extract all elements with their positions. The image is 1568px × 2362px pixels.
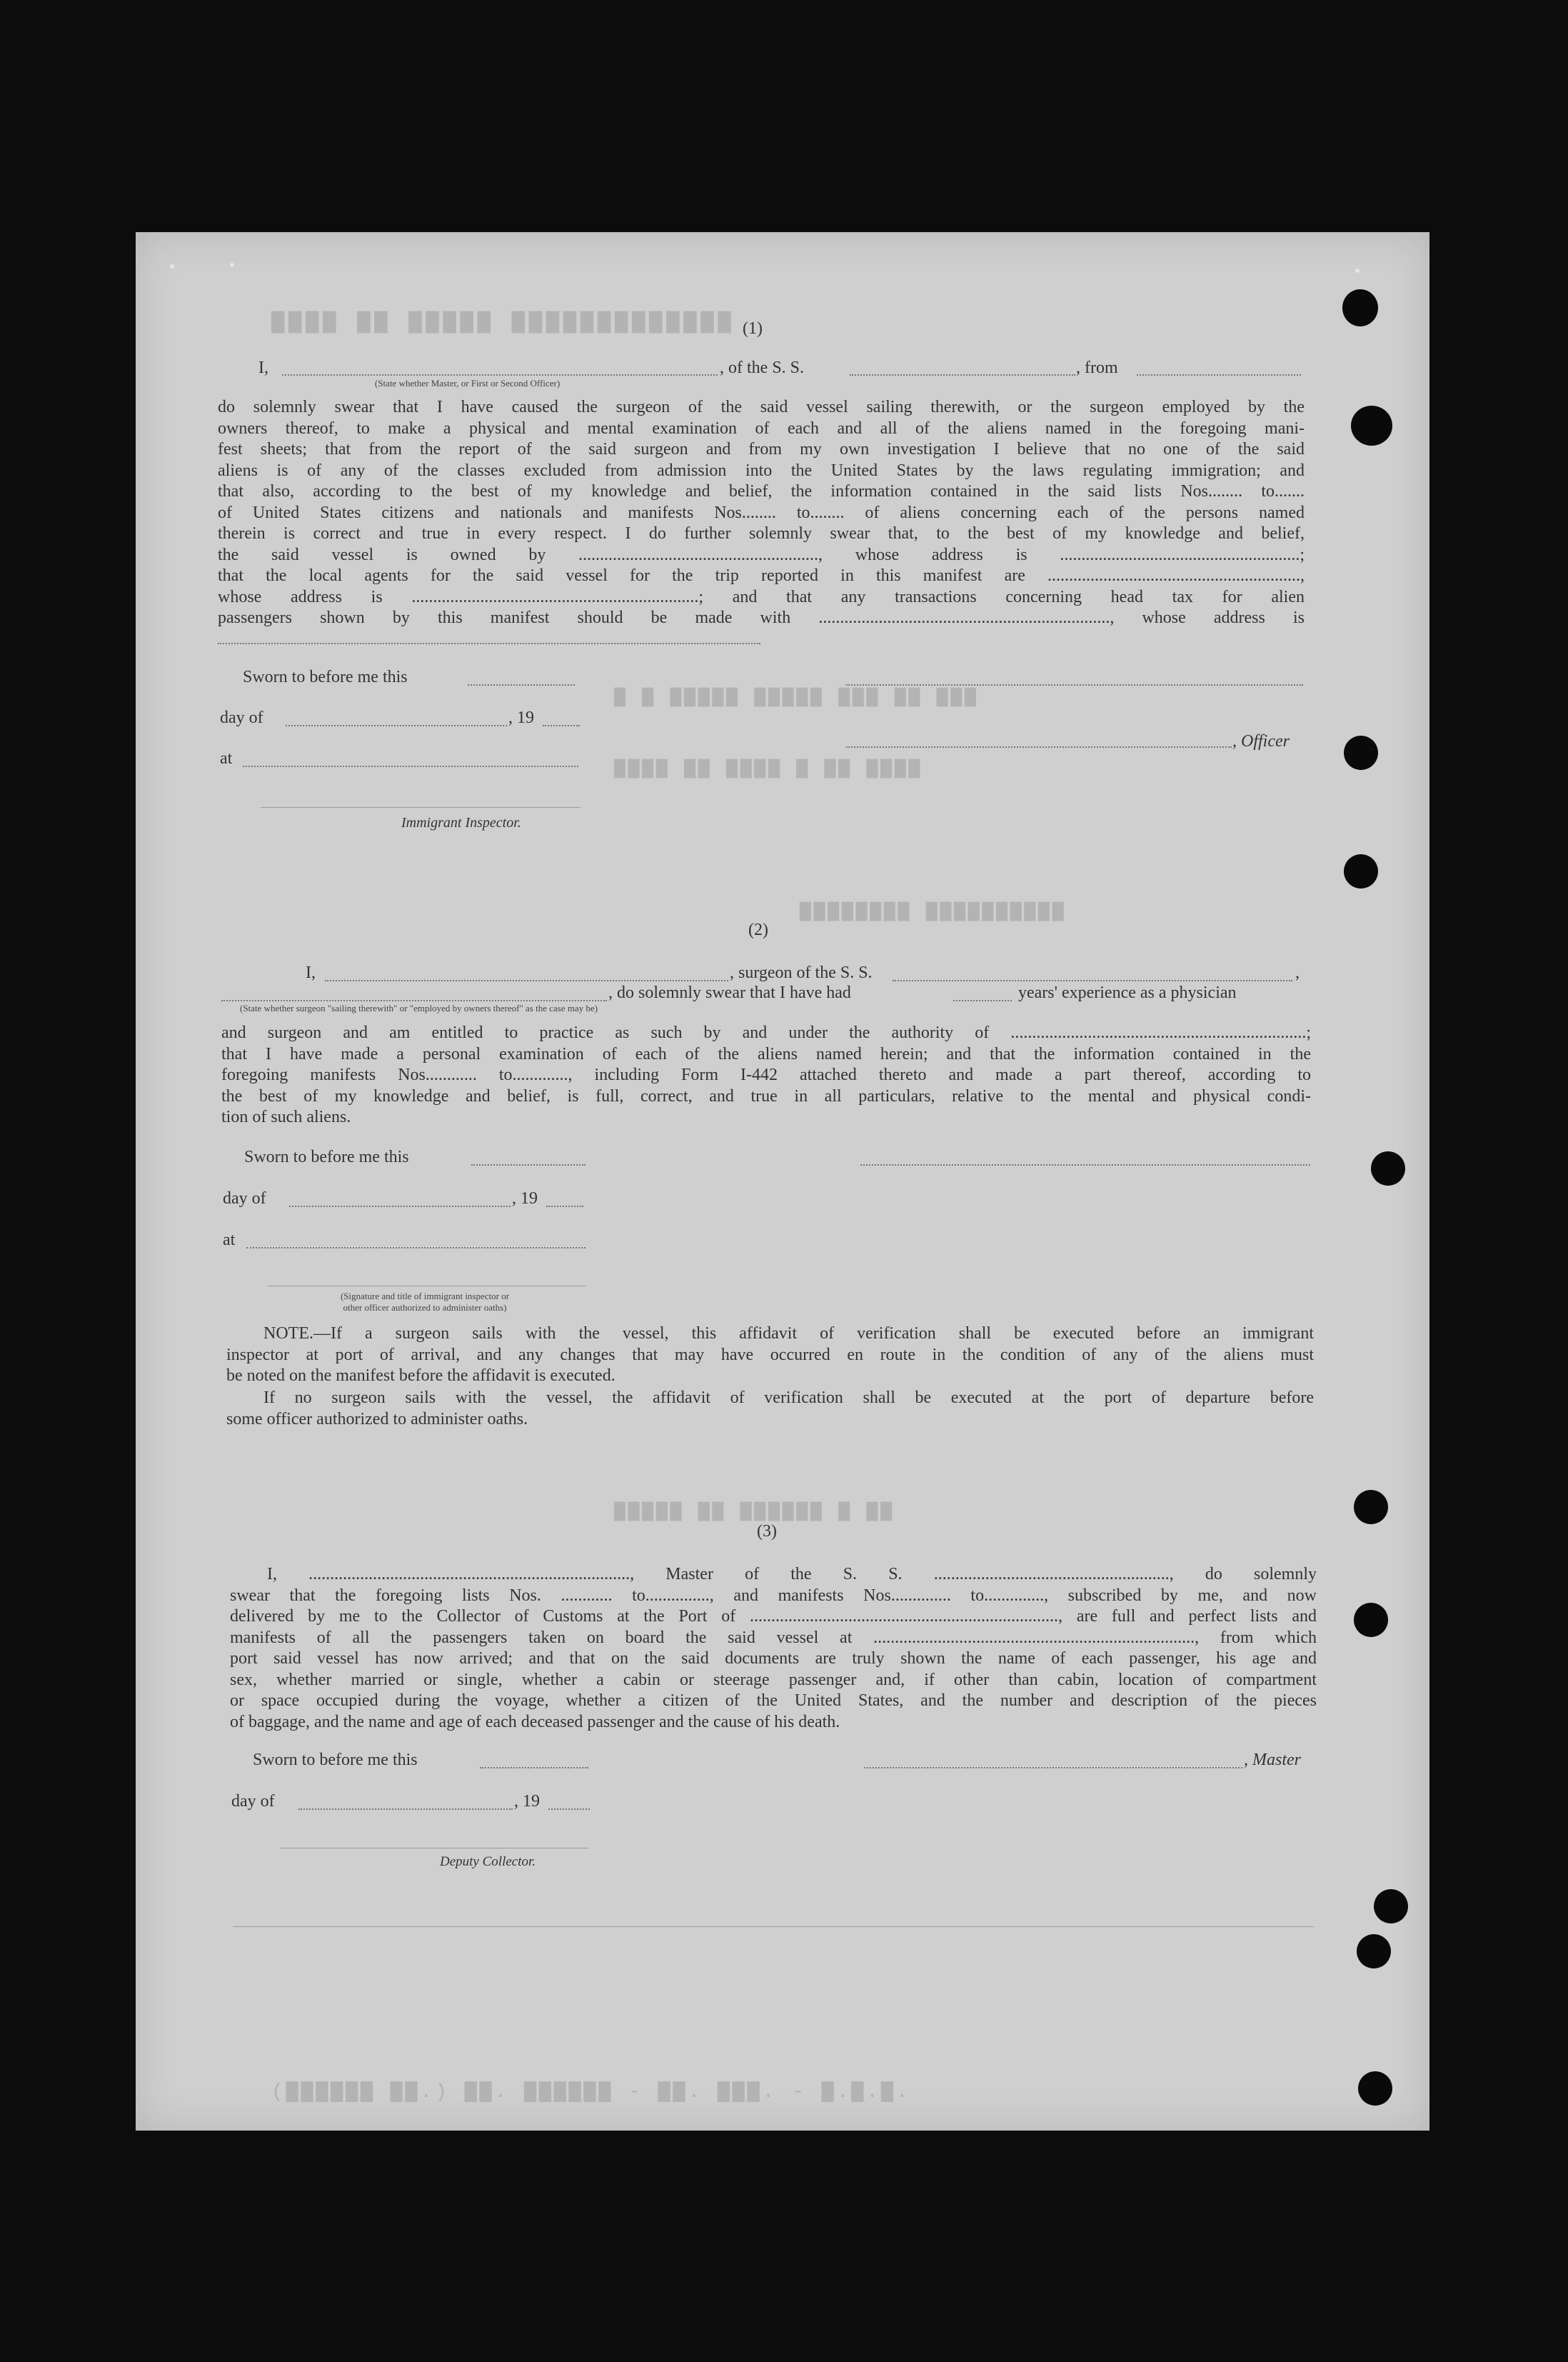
surgeon-oath-line: and surgeon and am entitled to practice as such by and under the authority of .....................................................................;	[221, 1024, 1311, 1042]
year-line-1	[543, 725, 580, 726]
binder-hole	[1342, 289, 1378, 326]
surgeon-oath-line: the best of my knowledge and belief, is full, correct, and true in all particulars, relative to the mental and physical condi-	[221, 1086, 1311, 1106]
note-line: NOTE.—If a surgeon sails with the vessel, this affidavit of verification shall be executed before an immigrant	[263, 1324, 1314, 1343]
oath-line: the said vessel is owned by ........................................................, whose address is ........................................................;	[218, 545, 1305, 564]
bleed-through-text: ▇▇▇▇▇▇▇▇ ▇▇▇▇▇▇▇▇▇▇	[800, 901, 1067, 922]
sworn-label-3: Sworn to before me this	[253, 1751, 418, 1769]
section-1-number: (1)	[743, 319, 763, 338]
year-label-1: , 19	[508, 709, 534, 727]
bleed-through-text: ▇▇▇▇▇ ▇▇ ▇▇▇▇▇▇ ▇ ▇▇	[614, 1501, 895, 1522]
surgeon-state-note: (State whether surgeon "sailing therewith" or "employed by owners thereof" as the case may be)	[240, 1003, 598, 1014]
section-3-number: (3)	[757, 1522, 777, 1541]
note-line: inspector at port of arrival, and any changes that may have occurred en route in the condition of any of the aliens must	[226, 1345, 1314, 1364]
binder-hole	[1357, 1934, 1391, 1968]
master-oath-line: swear that the foregoing lists Nos. ............ to..............., and manifests Nos.............. to.............., subscribed by me, and now	[230, 1586, 1317, 1605]
section-2-number: (2)	[748, 921, 768, 939]
day-of-label-2: day of	[223, 1189, 266, 1208]
binder-hole	[1344, 854, 1378, 889]
master-signature-line	[864, 1767, 1242, 1768]
scan-speck	[230, 263, 234, 267]
bleed-through-text: ▇▇▇▇ ▇▇ ▇▇▇▇ ▇ ▇▇ ▇▇▇▇	[614, 758, 923, 779]
of-ss-label: , of the S. S.	[720, 359, 805, 377]
month-line-2	[289, 1206, 511, 1207]
day-of-label-1: day of	[220, 709, 263, 727]
note-line: be noted on the manifest before the affidavit is executed.	[226, 1366, 615, 1385]
oath-line: owners thereof, to make a physical and mental examination of each and all of the aliens named in the foregoing mani-	[218, 419, 1305, 438]
section-3-oath-paragraph	[230, 1564, 1317, 1733]
sworn-day-line-3	[480, 1767, 588, 1768]
oath-line: aliens is of any of the classes excluded from admission into the United States by the laws regulating immigration; and	[218, 461, 1305, 480]
note-paragraph	[226, 1323, 1314, 1387]
years-label: years' experience as a physician	[1018, 984, 1237, 1002]
day-of-label-3: day of	[231, 1792, 275, 1811]
at-label-1: at	[220, 749, 233, 768]
master-oath-line: sex, whether married or single, whether a cabin or steerage passenger and, if other than cabin, location of compartment	[230, 1670, 1317, 1689]
year-label-2: , 19	[512, 1189, 538, 1208]
bleed-through-text: ▇ ▇ ▇▇▇▇▇ ▇▇▇▇▇ ▇▇▇ ▇▇ ▇▇▇	[614, 686, 979, 708]
officer-label: , Officer	[1232, 732, 1290, 751]
binder-hole	[1354, 1490, 1388, 1524]
years-line	[953, 1000, 1012, 1001]
oath-line: passengers shown by this manifest should be made with ...................................................................., whose address is	[218, 609, 1305, 627]
binder-hole	[1354, 1603, 1388, 1637]
surgeon-oath-line: that I have made a personal examination of each of the aliens named herein; and that the information contained in the	[221, 1044, 1311, 1064]
note-line: If no surgeon sails with the vessel, the affidavit of verification shall be executed at the port of departure before	[263, 1388, 1314, 1407]
sworn-label-2: Sworn to before me this	[244, 1148, 409, 1166]
binder-hole	[1374, 1889, 1408, 1923]
bleed-through-text: (▇▇▇▇▇▇ ▇▇.) ▇▇. ▇▇▇▇▇▇ - ▇▇. ▇▇▇. - ▇.▇.▇.	[271, 2081, 911, 2103]
section-1-oath-paragraph	[218, 397, 1305, 629]
from-port-line	[1137, 374, 1301, 376]
officer-name-line	[282, 374, 718, 376]
surgeon-ship-line	[893, 980, 1292, 981]
bleed-through-text: ▇▇▇▇ ▇▇ ▇▇▇▇▇ ▇▇▇▇▇▇▇▇▇▇▇▇▇	[271, 311, 735, 335]
deputy-caption: Deputy Collector.	[440, 1854, 536, 1869]
state-whether-note: (State whether Master, or First or Second Officer)	[375, 378, 561, 389]
note-paragraph-2	[226, 1388, 1314, 1430]
surgeon-oath-line: foregoing manifests Nos............ to............., including Form I-442 attached thereto and made a part thereof, according to	[221, 1066, 1311, 1084]
master-oath-line: delivered by me to the Collector of Customs at the Port of ........................................................................, are full and perfect lists and	[230, 1607, 1317, 1626]
surgeon-oath-line: tion of such aliens.	[221, 1108, 351, 1126]
address-continuation-line	[218, 643, 760, 644]
signature-note-1: (Signature and title of immigrant inspector or	[340, 1291, 510, 1301]
section-1-i: I,	[258, 359, 268, 377]
surgeon-signature-line	[860, 1164, 1310, 1166]
place-line-1	[243, 766, 578, 767]
binder-hole	[1344, 736, 1378, 770]
year-line-3	[548, 1808, 590, 1810]
officer-signature-line	[846, 746, 1232, 748]
signature-note-2: other officer authorized to administer oaths)	[343, 1302, 507, 1313]
from-label: , from	[1076, 359, 1118, 377]
surgeon-name-line	[325, 980, 728, 981]
oath-line: therein is correct and true in every respect. I do further solemnly swear that, to the best of my knowledge and belief,	[218, 524, 1305, 543]
master-label: , Master	[1244, 1751, 1301, 1769]
oath-line: fest sheets; that from the report of the said surgeon and from my own investigation I believe that no one of the said	[218, 440, 1305, 459]
place-line-2	[246, 1247, 586, 1248]
inspector-caption: Immigrant Inspector.	[401, 815, 521, 831]
master-oath-line: of baggage, and the name and age of each deceased passenger and the cause of his death.	[230, 1712, 840, 1731]
swear-label: , do solemnly swear that I have had	[608, 984, 851, 1002]
year-line-2	[546, 1206, 583, 1207]
binder-hole	[1351, 406, 1392, 446]
section-2-i: I,	[306, 964, 316, 982]
year-label-3: , 19	[514, 1792, 540, 1811]
oath-line: that the local agents for the said vessel for the trip reported in this manifest are ...........................................................,	[218, 566, 1305, 585]
inspector-signature-line	[261, 807, 581, 808]
master-oath-line: port said vessel has now arrived; and that on the said documents are truly shown the name of each passenger, his age and	[230, 1649, 1317, 1668]
master-oath-line: I, ..........................................................................., Master of the S. S. ......................................................., do solemnly	[267, 1565, 1317, 1583]
sworn-day-line-2	[471, 1164, 586, 1166]
scan-speck	[1355, 269, 1360, 273]
month-line-3	[298, 1808, 513, 1810]
sworn-day-line-1	[468, 684, 575, 686]
month-line-1	[286, 725, 507, 726]
binder-hole	[1371, 1151, 1405, 1186]
ship-name-line	[850, 374, 1075, 376]
comma-2: ,	[1295, 964, 1300, 982]
signature-top-line	[846, 684, 1303, 686]
sworn-label-1: Sworn to before me this	[243, 668, 408, 686]
oath-line: do solemnly swear that I have caused the surgeon of the said vessel sailing therewith, or the surgeon employed by the	[218, 398, 1305, 416]
note-line: some officer authorized to administer oaths.	[226, 1409, 528, 1428]
oath-line: whose address is ...................................................................; and that any transactions concerning head tax for alien	[218, 587, 1305, 606]
master-oath-line: manifests of all the passengers taken on board the said vessel at ..........................................................................., from which	[230, 1628, 1317, 1647]
at-label-2: at	[223, 1231, 236, 1249]
scan-speck	[170, 264, 174, 269]
oath-line: of United States citizens and nationals and manifests Nos........ to........ of aliens concerning each of the persons named	[218, 503, 1305, 522]
section-2-oath-paragraph	[221, 1023, 1311, 1129]
surgeon-of-label: , surgeon of the S. S.	[730, 964, 873, 982]
bottom-rule	[233, 1926, 1314, 1927]
binder-hole	[1358, 2071, 1392, 2106]
oath-line: that also, according to the best of my knowledge and belief, the information contained in the said lists Nos........ to.......	[218, 482, 1305, 501]
surgeon-status-line	[221, 1000, 607, 1001]
master-oath-line: or space occupied during the voyage, whether a citizen of the United States, and the number and description of the pieces	[230, 1691, 1317, 1710]
